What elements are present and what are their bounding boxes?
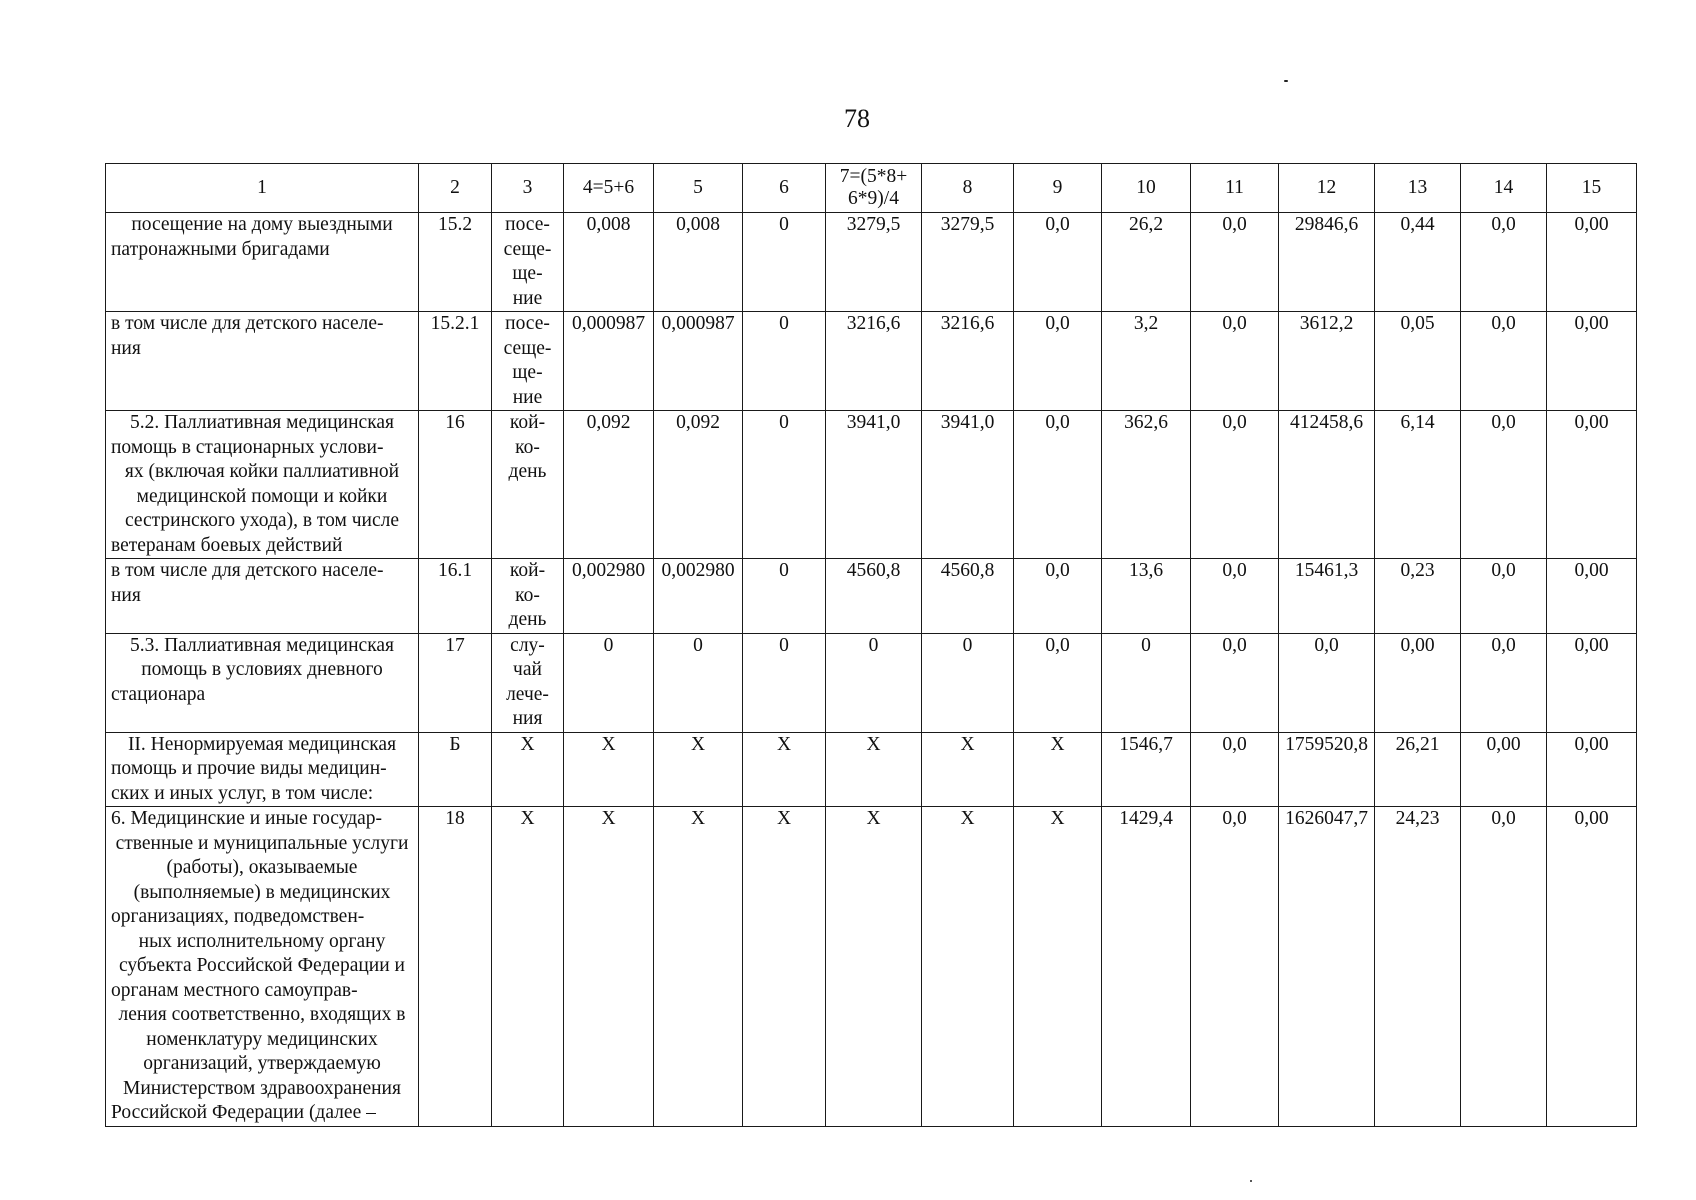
row-code-cell: Б bbox=[419, 732, 492, 807]
row-name-cell: II. Ненормируемая медицинская помощь и прочие виды медицин- ских и иных услуг, в том числе: bbox=[106, 732, 419, 807]
row-name-cell: 5.2. Паллиативная медицинская помощь в стационарных услови- ях (включая койки паллиативной медицинской помощи и койки сестринского ухода), в том числе ветеранам боевых действий bbox=[106, 411, 419, 559]
row-value-col6: 0 bbox=[743, 312, 826, 411]
row-value-col8: 3279,5 bbox=[922, 213, 1014, 312]
row-value-col11: 0,0 bbox=[1191, 732, 1279, 807]
row-value-col11: 0,0 bbox=[1191, 213, 1279, 312]
column-header: 10 bbox=[1102, 164, 1191, 213]
row-value-col8: X bbox=[922, 732, 1014, 807]
row-value-col7: 3941,0 bbox=[826, 411, 922, 559]
row-value-col6: 0 bbox=[743, 411, 826, 559]
row-value-col8: X bbox=[922, 807, 1014, 1127]
row-code-cell: 17 bbox=[419, 633, 492, 732]
row-value-col12: 412458,6 bbox=[1279, 411, 1375, 559]
column-header: 3 bbox=[492, 164, 564, 213]
table-header-row bbox=[106, 164, 1637, 213]
row-code-cell: 15.2.1 bbox=[419, 312, 492, 411]
row-value-col7: 3279,5 bbox=[826, 213, 922, 312]
row-unit-cell: слу- чай лече- ния bbox=[492, 633, 564, 732]
row-value-col9: 0,0 bbox=[1014, 633, 1102, 732]
table-row bbox=[106, 807, 1637, 1127]
row-value-col6: 0 bbox=[743, 213, 826, 312]
row-value-col10: 0 bbox=[1102, 633, 1191, 732]
row-value-col8: 3216,6 bbox=[922, 312, 1014, 411]
row-value-col15: 0,00 bbox=[1547, 411, 1637, 559]
row-code-cell: 15.2 bbox=[419, 213, 492, 312]
table-row bbox=[106, 411, 1637, 559]
column-header: 14 bbox=[1461, 164, 1547, 213]
row-value-col13: 6,14 bbox=[1375, 411, 1461, 559]
row-value-col4: 0,002980 bbox=[564, 559, 654, 634]
row-value-col9: 0,0 bbox=[1014, 213, 1102, 312]
scan-speck bbox=[1250, 1180, 1252, 1182]
row-value-col5: X bbox=[654, 732, 743, 807]
row-value-col7: 4560,8 bbox=[826, 559, 922, 634]
row-value-col9: X bbox=[1014, 807, 1102, 1127]
row-value-col5: 0,002980 bbox=[654, 559, 743, 634]
column-header: 15 bbox=[1547, 164, 1637, 213]
row-code-cell: 16 bbox=[419, 411, 492, 559]
row-unit-cell: посе- сеще- ще- ние bbox=[492, 213, 564, 312]
row-value-col13: 0,23 bbox=[1375, 559, 1461, 634]
row-value-col12: 15461,3 bbox=[1279, 559, 1375, 634]
row-value-col7: X bbox=[826, 732, 922, 807]
row-value-col4: X bbox=[564, 807, 654, 1127]
column-header: 11 bbox=[1191, 164, 1279, 213]
row-value-col12: 1759520,8 bbox=[1279, 732, 1375, 807]
row-value-col10: 362,6 bbox=[1102, 411, 1191, 559]
row-value-col14: 0,0 bbox=[1461, 633, 1547, 732]
row-value-col11: 0,0 bbox=[1191, 633, 1279, 732]
row-value-col15: 0,00 bbox=[1547, 807, 1637, 1127]
row-code-cell: 18 bbox=[419, 807, 492, 1127]
row-value-col13: 26,21 bbox=[1375, 732, 1461, 807]
row-value-col11: 0,0 bbox=[1191, 312, 1279, 411]
row-value-col4: 0,092 bbox=[564, 411, 654, 559]
row-value-col14: 0,00 bbox=[1461, 732, 1547, 807]
row-value-col4: 0,008 bbox=[564, 213, 654, 312]
row-name-cell: в том числе для детского населе- ния bbox=[106, 559, 419, 634]
row-value-col14: 0,0 bbox=[1461, 559, 1547, 634]
row-unit-cell: кой- ко- день bbox=[492, 411, 564, 559]
row-value-col14: 0,0 bbox=[1461, 411, 1547, 559]
row-name-cell: посещение на дому выездными патронажными бригадами bbox=[106, 213, 419, 312]
row-value-col7: 3216,6 bbox=[826, 312, 922, 411]
row-value-col10: 3,2 bbox=[1102, 312, 1191, 411]
row-value-col15: 0,00 bbox=[1547, 312, 1637, 411]
column-header: 6 bbox=[743, 164, 826, 213]
row-unit-cell: X bbox=[492, 732, 564, 807]
row-value-col4: 0 bbox=[564, 633, 654, 732]
row-value-col10: 26,2 bbox=[1102, 213, 1191, 312]
row-value-col13: 0,00 bbox=[1375, 633, 1461, 732]
row-value-col11: 0,0 bbox=[1191, 411, 1279, 559]
row-value-col15: 0,00 bbox=[1547, 732, 1637, 807]
row-value-col9: X bbox=[1014, 732, 1102, 807]
row-value-col8: 0 bbox=[922, 633, 1014, 732]
row-value-col6: X bbox=[743, 732, 826, 807]
column-header: 7=(5*8+ 6*9)/4 bbox=[826, 164, 922, 213]
row-value-col5: 0,000987 bbox=[654, 312, 743, 411]
row-value-col7: X bbox=[826, 807, 922, 1127]
page-number: 78 bbox=[844, 104, 870, 133]
row-value-col9: 0,0 bbox=[1014, 312, 1102, 411]
row-name-cell: 5.3. Паллиативная медицинская помощь в условиях дневного стационара bbox=[106, 633, 419, 732]
row-value-col5: 0,008 bbox=[654, 213, 743, 312]
row-unit-cell: посе- сеще- ще- ние bbox=[492, 312, 564, 411]
row-unit-cell: кой- ко- день bbox=[492, 559, 564, 634]
row-value-col13: 0,05 bbox=[1375, 312, 1461, 411]
row-value-col7: 0 bbox=[826, 633, 922, 732]
column-header: 2 bbox=[419, 164, 492, 213]
row-value-col11: 0,0 bbox=[1191, 807, 1279, 1127]
row-value-col14: 0,0 bbox=[1461, 312, 1547, 411]
row-value-col8: 4560,8 bbox=[922, 559, 1014, 634]
scan-speck bbox=[1284, 80, 1288, 82]
column-header: 1 bbox=[106, 164, 419, 213]
row-name-cell: 6. Медицинские и иные государ- ственные и муниципальные услуги (работы), оказываемые (выполняемые) в медицинских организациях, подведомствен- ных исполнительному органу субъекта Российской Федерации и органам местного самоуправ- ления соответственно, входящих в номенклатуру медицинских организаций, утверждаемую Министерством здравоохранения Российской Федерации (далее – bbox=[106, 807, 419, 1127]
row-value-col12: 3612,2 bbox=[1279, 312, 1375, 411]
row-value-col12: 29846,6 bbox=[1279, 213, 1375, 312]
data-table bbox=[105, 163, 1637, 1127]
table-row bbox=[106, 732, 1637, 807]
row-value-col10: 1429,4 bbox=[1102, 807, 1191, 1127]
row-value-col15: 0,00 bbox=[1547, 213, 1637, 312]
column-header: 9 bbox=[1014, 164, 1102, 213]
row-value-col15: 0,00 bbox=[1547, 559, 1637, 634]
table-row bbox=[106, 213, 1637, 312]
table-row bbox=[106, 312, 1637, 411]
table-row bbox=[106, 559, 1637, 634]
row-value-col14: 0,0 bbox=[1461, 213, 1547, 312]
row-value-col10: 13,6 bbox=[1102, 559, 1191, 634]
column-header: 12 bbox=[1279, 164, 1375, 213]
column-header: 5 bbox=[654, 164, 743, 213]
row-unit-cell: X bbox=[492, 807, 564, 1127]
row-value-col4: 0,000987 bbox=[564, 312, 654, 411]
row-value-col13: 0,44 bbox=[1375, 213, 1461, 312]
row-code-cell: 16.1 bbox=[419, 559, 492, 634]
row-value-col5: 0 bbox=[654, 633, 743, 732]
row-value-col9: 0,0 bbox=[1014, 559, 1102, 634]
column-header: 8 bbox=[922, 164, 1014, 213]
row-value-col10: 1546,7 bbox=[1102, 732, 1191, 807]
row-value-col13: 24,23 bbox=[1375, 807, 1461, 1127]
column-header: 13 bbox=[1375, 164, 1461, 213]
row-value-col4: X bbox=[564, 732, 654, 807]
table-row bbox=[106, 633, 1637, 732]
row-value-col6: 0 bbox=[743, 559, 826, 634]
row-value-col12: 1626047,7 bbox=[1279, 807, 1375, 1127]
row-value-col5: 0,092 bbox=[654, 411, 743, 559]
row-value-col5: X bbox=[654, 807, 743, 1127]
row-name-cell: в том числе для детского населе- ния bbox=[106, 312, 419, 411]
row-value-col14: 0,0 bbox=[1461, 807, 1547, 1127]
row-value-col9: 0,0 bbox=[1014, 411, 1102, 559]
row-value-col15: 0,00 bbox=[1547, 633, 1637, 732]
row-value-col12: 0,0 bbox=[1279, 633, 1375, 732]
column-header: 4=5+6 bbox=[564, 164, 654, 213]
row-value-col6: 0 bbox=[743, 633, 826, 732]
row-value-col11: 0,0 bbox=[1191, 559, 1279, 634]
row-value-col8: 3941,0 bbox=[922, 411, 1014, 559]
row-value-col6: X bbox=[743, 807, 826, 1127]
